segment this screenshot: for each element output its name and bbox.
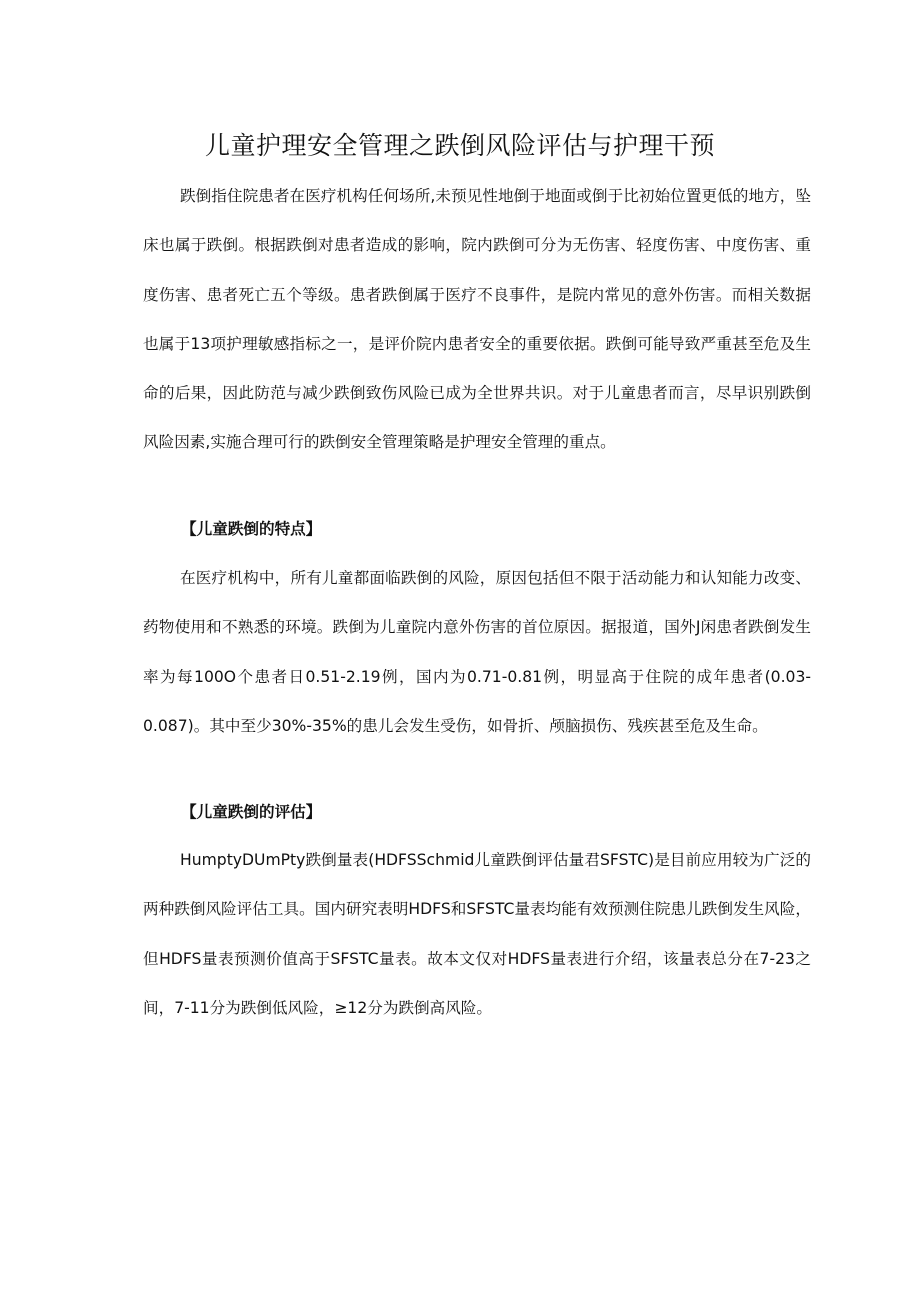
section-heading-characteristics: 【儿童跌倒的特点】 <box>181 520 322 538</box>
section-heading-assessment: 【儿童跌倒的评估】 <box>181 803 322 821</box>
document-title: 儿童护理安全管理之跌倒风险评估与护理干预 <box>204 131 715 160</box>
characteristics-paragraph: 在医疗机构中，所有儿童都面临跌倒的风险，原因包括但不限于活动能力和认知能力改变、药物使用和不熟悉的环境。跌倒为儿童院内意外伤害的首位原因。据报道，国外J闲患者跌倒发生率为每100O个患者日0.51-2.19例，国内为0.71-0.81例，明显高于住院的成年患者(0.03-0.087)。其中至少30%-35%的患儿会发生受伤，如骨折、颅脑损伤、残疾甚至危及生命。 <box>143 569 811 735</box>
intro-paragraph: 跌倒指住院患者在医疗机构任何场所,未预见性地倒于地面或倒于比初始位置更低的地方，坠床也属于跌倒。根据跌倒对患者造成的影响，院内跌倒可分为无伤害、轻度伤害、中度伤害、重度伤害、患者死亡五个等级。患者跌倒属于医疗不良事件，是院内常见的意外伤害。而相关数据也属于13项护理敏感指标之一，是评价院内患者安全的重要依据。跌倒可能导致严重甚至危及生命的后果，因此防范与减少跌倒致伤风险已成为全世界共识。对于儿童患者而言，尽早识别跌倒风险因素,实施合理可行的跌倒安全管理策略是护理安全管理的重点。 <box>143 187 811 452</box>
assessment-paragraph: HumptyDUmPty跌倒量表(HDFSSchmid儿童跌倒评估量君SFSTC)是目前应用较为广泛的两种跌倒风险评估工具。国内研究表明HDFS和SFSTC量表均能有效预测住院患儿跌倒发生风险，但HDFS量表预测价值高于SFSTC量表。故本文仅对HDFS量表进行介绍，该量表总分在7-23之间，7-11分为跌倒低风险，≥12分为跌倒高风险。 <box>143 851 811 1017</box>
